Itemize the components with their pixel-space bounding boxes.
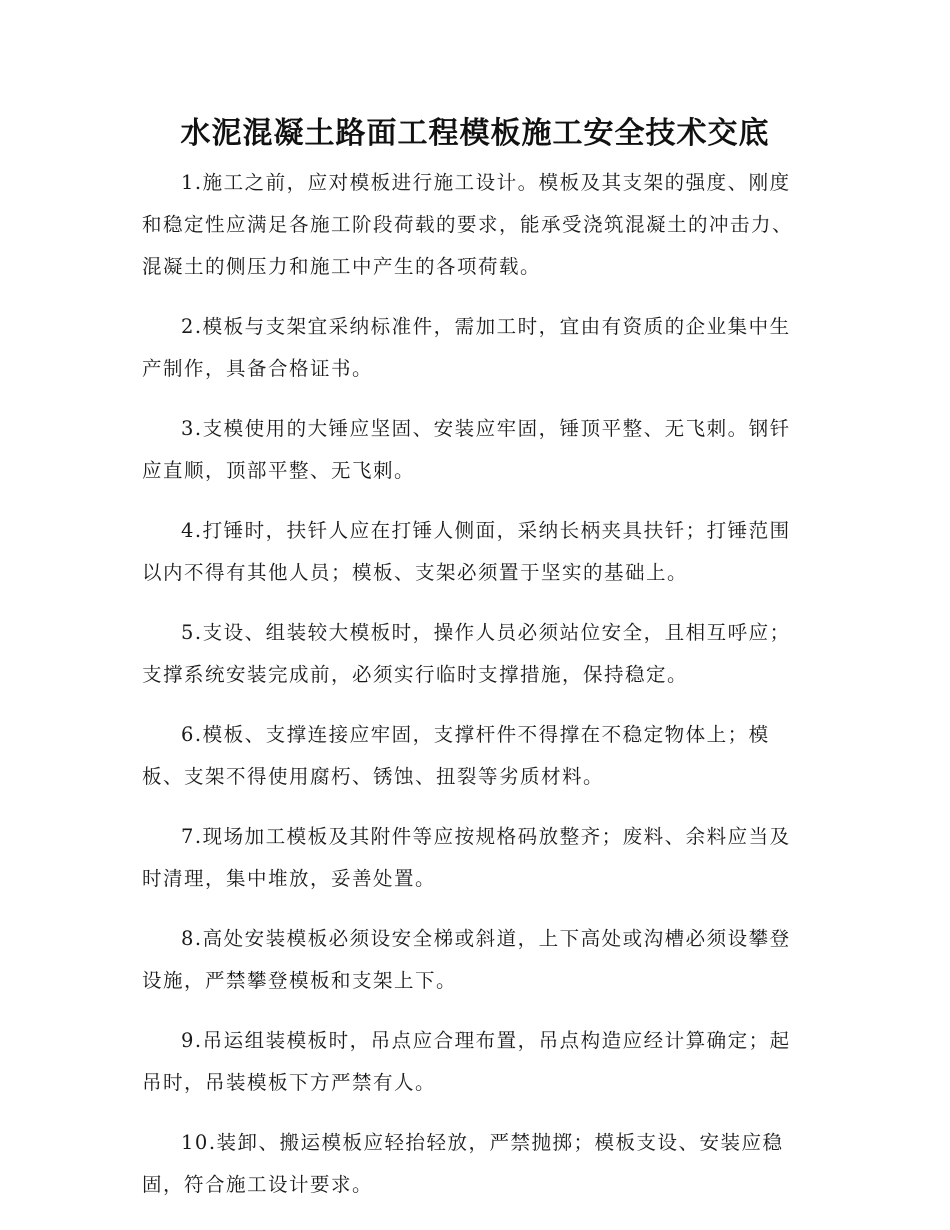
paragraph-6: 6.模板、支撑连接应牢固，支撑杆件不得撑在不稳定物体上；模板、支架不得使用腐朽、锈蚀、扭裂等劣质材料。 (142, 723, 770, 788)
paragraph-4: 4.打锤时，扶钎人应在打锤人侧面，采纳长柄夹具扶钎；打锤范围以内不得有其他人员；模板、支架必须置于坚实的基础上。 (142, 519, 791, 584)
paragraph-7: 7.现场加工模板及其附件等应按规格码放整齐；废料、余料应当及时清理，集中堆放，妥善处置。 (142, 825, 791, 890)
paragraph-1: 1.施工之前，应对模板进行施工设计。模板及其支架的强度、刚度和稳定性应满足各施工阶段荷载的要求，能承受浇筑混凝土的冲击力、混凝土的侧压力和施工中产生的各项荷载。 (142, 171, 794, 278)
paragraph-5: 5.支设、组装较大模板时，操作人员必须站位安全，且相互呼应；支撑系统安装完成前，必须实行临时支撑措施，保持稳定。 (142, 621, 791, 686)
paragraph-9: 9.吊运组装模板时，吊点应合理布置，吊点构造应经计算确定；起吊时，吊装模板下方严禁有人。 (142, 1029, 791, 1094)
paragraph-10: 10.装卸、搬运模板应轻抬轻放，严禁抛掷；模板支设、安装应稳固，符合施工设计要求。 (142, 1131, 784, 1196)
paragraph-2: 2.模板与支架宜采纳标准件，需加工时，宜由有资质的企业集中生产制作，具备合格证书。 (142, 315, 791, 380)
document-title: 水泥混凝土路面工程模板施工安全技术交底 (180, 116, 770, 151)
paragraph-3: 3.支模使用的大锤应坚固、安装应牢固，锤顶平整、无飞刺。钢钎应直顺，顶部平整、无飞刺。 (142, 417, 791, 482)
document-body (142, 162, 810, 1224)
paragraph-8: 8.高处安装模板必须设安全梯或斜道，上下高处或沟槽必须设攀登设施，严禁攀登模板和支架上下。 (142, 927, 791, 992)
